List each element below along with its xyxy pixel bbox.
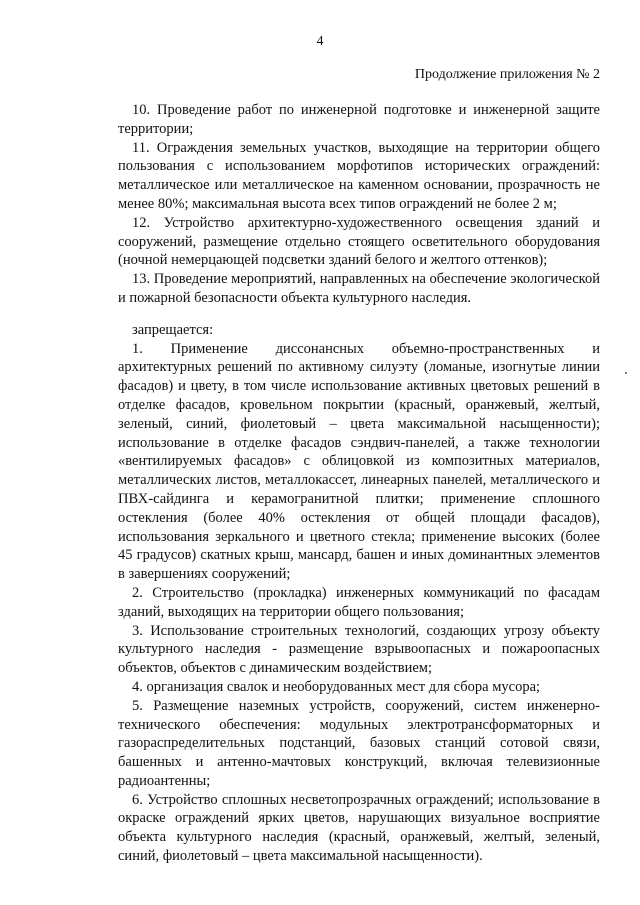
paragraph-item-12: 12. Устройство архитектурно-художественного освещения зданий и сооружений, размещение отдельно стоящего осветительного оборудования (ночной немерцающей подсветки зданий белого и желтого оттенков); xyxy=(118,214,600,269)
paragraph-prohibited-2: 2. Строительство (прокладка) инженерных коммуникаций по фасадам зданий, выходящих на территории общего пользования; xyxy=(118,584,600,620)
page-number: 4 xyxy=(316,34,324,49)
paragraph-prohibited-5: 5. Размещение наземных устройств, сооружений, систем инженерно-технического обеспечения: модульных электротрансформаторных и газораспределительных подстанций, базовых станций сотовой связи, башенных и антенно-мачтовых конструкций, включая телевизионные радиоантенны; xyxy=(118,697,600,789)
prohibited-label: запрещается: xyxy=(132,321,214,338)
document-body xyxy=(118,101,600,866)
paragraph-prohibited-6: 6. Устройство сплошных несветопрозрачных ограждений; использование в окраске ограждений ярких цветов, нарушающих визуальное восприятие объекта культурного наследия (красный, оранжевый, желтый, зеленый, синий, фиолетовый – цвета максимальной насыщенности). xyxy=(118,791,600,865)
paragraph-item-10: 10. Проведение работ по инженерной подготовке и инженерной защите территории; xyxy=(118,102,600,137)
paragraph-item-13: 13. Проведение мероприятий, направленных на обеспечение экологической и пожарной безопасности объекта культурного наследия. xyxy=(118,271,600,306)
paragraph-prohibited-4: 4. организация свалок и необорудованных мест для сбора мусора; xyxy=(132,678,541,695)
scan-speck xyxy=(625,372,627,374)
continuation-note: Продолжение приложения № 2 xyxy=(414,67,600,82)
paragraph-prohibited-3: 3. Использование строительных технологий, создающих угрозу объекту культурного наследия - размещение взрывоопасных и пожароопасных объектов, объектов с динамическим воздействием; xyxy=(118,622,600,677)
paragraph-prohibited-1: 1. Применение диссонансных объемно-пространственных и архитектурных решений по активному силуэту (ломаные, изогнутые линии фасадов) и цвету, в том числе использование активных цветовых решений в отделке фасадов, кровельном покрытии (красный, оранжевый, желтый, зеленый, синий, фиолетовый – цвета максимальной насыщенности); использование в отделке фасадов сэндвич-панелей, а также технологии «вентилируемых фасадов» с облицовкой из композитных материалов, металлических листов, металлокассет, линеарных панелей, металлического и ПВХ-сайдинга и керамогранитной плитки; применение сплошного остекления (более 40% остекления от общей площади фасадов), использования зеркального и цветного стекла; применение высоких (более 45 градусов) скатных крыш, мансард, башен и иных доминантных элементов в завершениях сооружений; xyxy=(118,340,600,583)
paragraph-item-11: 11. Ограждения земельных участков, выходящие на территории общего пользования с использованием морфотипов исторических ограждений: металлическое или металлическое на каменном основании, прозрачность не менее 80%; максимальная высота всех типов ограждений не более 2 м; xyxy=(118,139,600,212)
